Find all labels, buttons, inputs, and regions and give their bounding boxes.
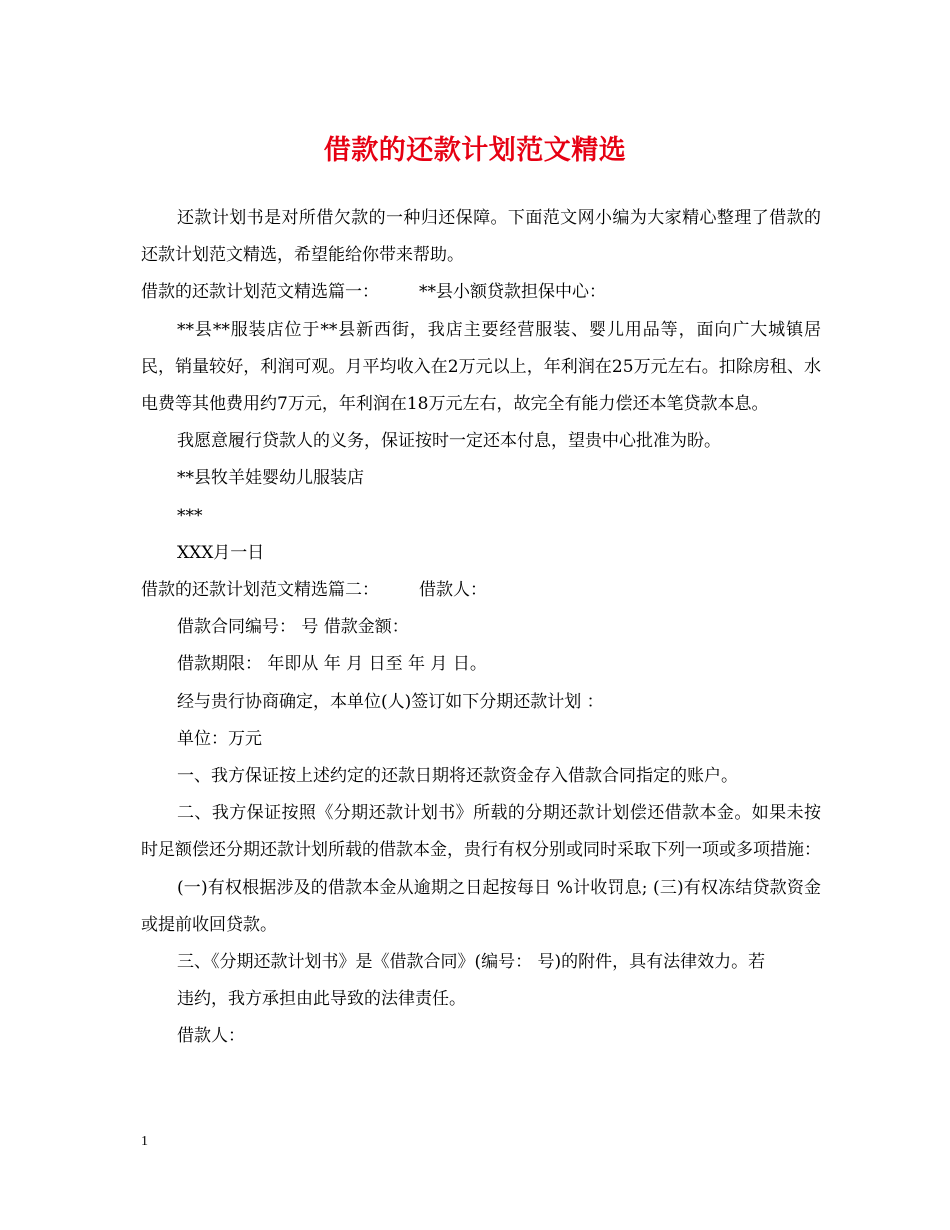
loan-term-line: 借款期限： 年即从 年 月 日至 年 月 日。 (177, 654, 487, 675)
page-number: 1 (141, 1134, 148, 1149)
store-description-paragraph: **县**服装店位于**县新西街，我店主要经营服装、婴儿用品等，面向广大城镇居民，销量较好，利润可观。月平均收入在2万元以上，年利润在25万元左右。扣除房租、水电费等其他费用约7万元，年利润在18万元左右，故完全有能力偿还本笔贷款本息。 (141, 319, 821, 415)
clause-two-measures: (一)有权根据涉及的借款本金从逾期之日起按每日 %计收罚息; (三)有权冻结贷款资金或提前收回贷款。 (141, 877, 821, 935)
clause-one: 一、我方保证按上述约定的还款日期将还款资金存入借款合同指定的账户。 (177, 766, 738, 787)
signature-date: XXX月一日 (177, 542, 265, 563)
intro-paragraph: 还款计划书是对所借欠款的一种归还保障。下面范文网小编为大家精心整理了借款的还款计划范文精选，希望能给你带来帮助。 (141, 208, 821, 266)
document-body (141, 200, 821, 1056)
borrower-signature: 借款人： (177, 1026, 245, 1047)
unit-line: 单位：万元 (177, 728, 262, 749)
section-two-heading (141, 572, 821, 609)
commitment-paragraph: 我愿意履行贷款人的义务，保证按时一定还本付息，望贵中心批准为盼。 (177, 431, 721, 452)
signer-name: *** (177, 505, 203, 526)
section-one-recipient: **县小额贷款担保中心： (419, 282, 606, 303)
section-two-label: 借款的还款计划范文精选篇二： (141, 580, 379, 601)
section-one-heading (141, 274, 821, 311)
clause-three-continued: 违约，我方承担由此导致的法律责任。 (177, 989, 466, 1010)
clause-two: 二、我方保证按照《分期还款计划书》所载的分期还款计划偿还借款本金。如果未按时足额偿还分期还款计划所载的借款本金，贵行有权分别或同时采取下列一项或多项措施： (141, 803, 821, 861)
store-signature: **县牧羊娃婴幼儿服装店 (177, 468, 364, 489)
agreement-line: 经与贵行协商确定，本单位(人)签订如下分期还款计划 ： (177, 691, 604, 712)
section-one-label: 借款的还款计划范文精选篇一： (141, 282, 379, 303)
clause-three: 三、《分期还款计划书》是《借款合同》(编号： 号)的附件，具有法律效力。若 (177, 952, 766, 973)
contract-number-line: 借款合同编号： 号 借款金额： (177, 617, 409, 638)
document-title: 借款的还款计划范文精选 (323, 135, 627, 166)
section-two-borrower: 借款人： (419, 580, 487, 601)
